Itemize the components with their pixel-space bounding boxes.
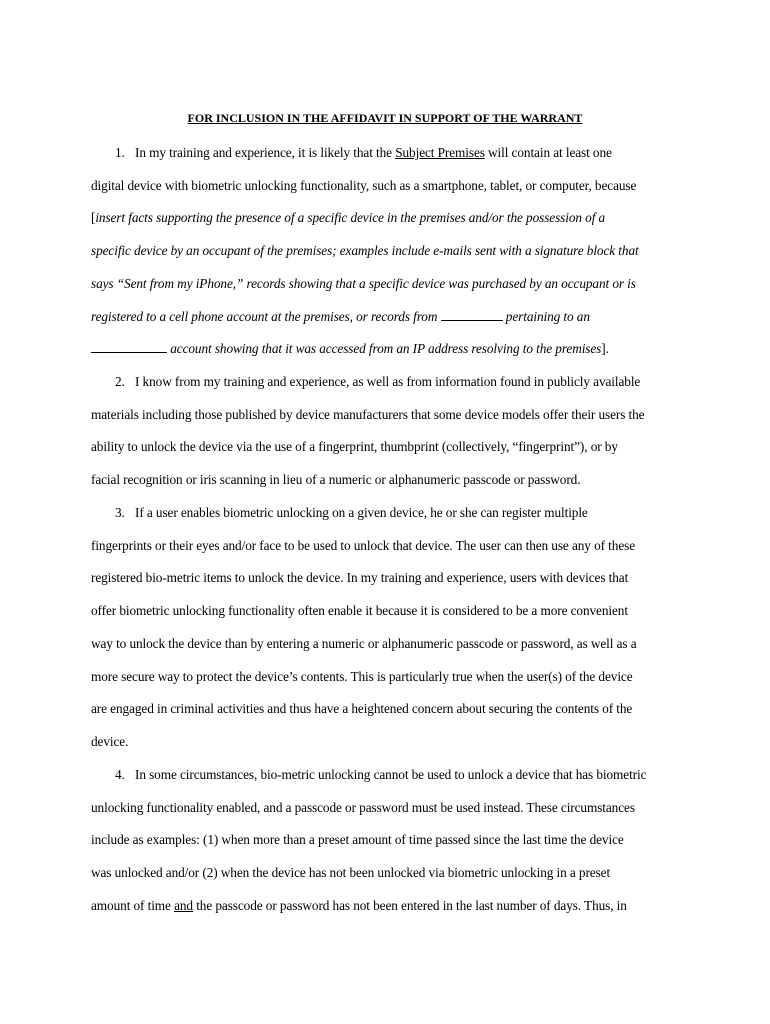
paragraph-1-line-2: digital device with biometric unlocking functionality, such as a smartphone, tablet, or computer, because [91, 178, 637, 193]
paragraph-1-line-7 [91, 341, 609, 357]
paragraph-4-text: In some circumstances, bio-metric unlocking cannot be used to unlock a device that has biometric [135, 767, 647, 782]
paragraph-1-line-1 [115, 145, 612, 161]
paragraph-2-line-4: facial recognition or iris scanning in lieu of a numeric or alphanumeric passcode or password. [91, 472, 581, 487]
paragraph-4-line-2: unlocking functionality enabled, and a passcode or password must be used instead. These circumstances [91, 800, 635, 815]
paragraph-4-number: 4. [115, 767, 125, 782]
paragraph-1-line-4: specific device by an occupant of the premises; examples include e-mails sent with a signature block that [91, 243, 639, 258]
emphasized-and: and [174, 898, 193, 913]
paragraph-1-text: will contain at least one [484, 145, 612, 160]
paragraph-3-number: 3. [115, 505, 125, 520]
fill-in-blank [441, 309, 503, 321]
paragraph-2-number: 2. [115, 374, 125, 389]
paragraph-1-line-3 [91, 210, 605, 226]
fill-in-blank [91, 341, 167, 353]
paragraph-3-line-1 [115, 505, 588, 521]
paragraph-3-text: If a user enables biometric unlocking on a given device, he or she can register multiple [135, 505, 588, 520]
paragraph-3-line-8: device. [91, 734, 129, 749]
open-bracket: [ [91, 210, 96, 225]
paragraph-4-text: the passcode or password has not been entered in the last number of days. Thus, in [192, 898, 627, 913]
paragraph-1-italic-text: pertaining to an [502, 309, 590, 324]
paragraph-2-line-3: ability to unlock the device via the use of a fingerprint, thumbprint (collectively, “fingerprint”), or by [91, 439, 618, 454]
paragraph-3-line-6: more secure way to protect the device’s contents. This is particularly true when the user(s) of the device [91, 669, 633, 684]
close-bracket: ]. [601, 341, 609, 356]
document-heading: FOR INCLUSION IN THE AFFIDAVIT IN SUPPORT OF THE WARRANT [187, 111, 583, 125]
paragraph-3-line-3: registered bio-metric items to unlock the device. In my training and experience, users with devices that [91, 570, 629, 585]
paragraph-1-italic-text: registered to a cell phone account at the premises, or records from [91, 309, 441, 324]
paragraph-3-line-5: way to unlock the device than by entering a numeric or alphanumeric passcode or password, as well as a [91, 636, 637, 651]
paragraph-4-line-1 [115, 767, 646, 783]
paragraph-3-line-2: fingerprints or their eyes and/or face to be used to unlock that device. The user can then use any of these [91, 538, 636, 553]
paragraph-1-line-5: says “Sent from my iPhone,” records showing that a specific device was purchased by an occupant or is [91, 276, 636, 291]
paragraph-3-line-4: offer biometric unlocking functionality often enable it because it is considered to be a more convenient [91, 603, 628, 618]
paragraph-1-line-6 [91, 309, 590, 325]
paragraph-1-italic-text: insert facts supporting the presence of a specific device in the premises and/or the possession of a [95, 210, 606, 225]
paragraph-1-number: 1. [115, 145, 125, 160]
paragraph-4-line-4: was unlocked and/or (2) when the device has not been unlocked via biometric unlocking in a preset [91, 865, 611, 880]
paragraph-2-line-2: materials including those published by device manufacturers that some device models offer their users the [91, 407, 645, 422]
paragraph-1-text: In my training and experience, it is likely that the [135, 145, 396, 160]
paragraph-4-line-3: include as examples: (1) when more than a preset amount of time passed since the last time the device [91, 832, 624, 847]
paragraph-4-line-5 [91, 898, 627, 914]
paragraph-1-italic-text: account showing that it was accessed from an IP address resolving to the premises [167, 341, 602, 356]
subject-premises-term: Subject Premises [395, 145, 485, 160]
paragraph-2-text: I know from my training and experience, as well as from information found in publicly available [135, 374, 641, 389]
paragraph-2-line-1 [115, 374, 640, 390]
paragraph-3-line-7: are engaged in criminal activities and thus have a heightened concern about securing the contents of the [91, 701, 633, 716]
paragraph-4-text: amount of time [91, 898, 175, 913]
